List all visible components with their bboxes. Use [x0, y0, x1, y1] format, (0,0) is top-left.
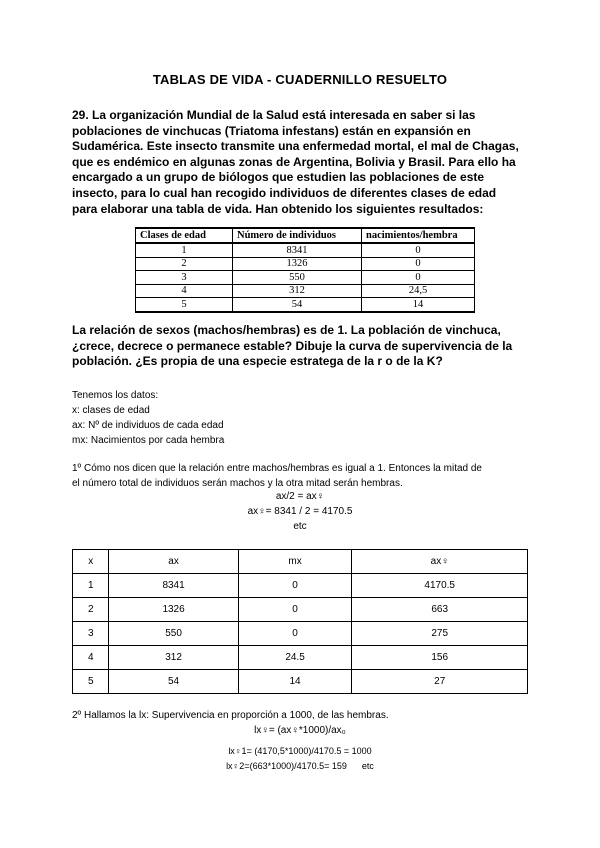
step-2-text: 2º Hallamos la lx: Supervivencia en proporción a 1000, de las hembras.: [72, 710, 389, 721]
question-line: población. ¿Es propia de una especie estratega de la r o de la K?: [72, 354, 443, 369]
table-row: [73, 622, 528, 646]
table-row: [136, 271, 475, 285]
legend-line: mx: Nacimientos por cada hembra: [72, 435, 225, 446]
calculation: lx♀1= (4170,5*1000)/4170.5 = 1000: [228, 746, 372, 756]
problem-line: para elaborar una tabla de vida. Han obtenido los siguientes resultados:: [72, 201, 484, 216]
table-cell: 550: [233, 271, 362, 285]
table-cell: 8341: [109, 574, 238, 598]
table-cell: 0: [362, 257, 475, 271]
column-header: Número de individuos: [233, 228, 362, 243]
table-cell: 1: [73, 574, 109, 598]
table-cell: 3: [136, 271, 233, 285]
table-row: [136, 243, 475, 257]
table-cell: 54: [233, 298, 362, 312]
table-row: [136, 298, 475, 312]
table-cell: 0: [238, 574, 352, 598]
table-cell: 156: [352, 646, 528, 670]
problem-line: poblaciones de vinchucas (Triatoma infestans) están en expansión en: [72, 123, 471, 138]
etc-note: etc: [293, 521, 307, 532]
table-row: [73, 574, 528, 598]
table-cell: 4: [73, 646, 109, 670]
formula: lx♀= (ax♀*1000)/ax₀: [254, 725, 346, 736]
table-cell: 1: [136, 243, 233, 257]
problem-line: 29. La organización Mundial de la Salud está interesada en saber si las: [72, 108, 476, 122]
table-header-row: [136, 228, 475, 243]
table-header-row: [73, 550, 528, 574]
table-cell: 0: [238, 622, 352, 646]
table-cell: 663: [352, 598, 528, 622]
table-cell: 0: [362, 271, 475, 285]
page-title: TABLAS DE VIDA - CUADERNILLO RESUELTO: [152, 72, 448, 87]
step-line: el número total de individuos serán machos y la otra mitad serán hembras.: [72, 478, 403, 489]
table-cell: 1326: [233, 257, 362, 271]
column-header: ax♀: [352, 550, 528, 574]
table-cell: 3: [73, 622, 109, 646]
table-cell: 8341: [233, 243, 362, 257]
table-row: [136, 257, 475, 271]
table-cell: 5: [73, 670, 109, 694]
table-cell: 2: [73, 598, 109, 622]
column-header: Clases de edad: [136, 228, 233, 243]
table-cell: 24.5: [238, 646, 352, 670]
column-header: nacimientos/hembra: [362, 228, 475, 243]
table-cell: 550: [109, 622, 238, 646]
table-cell: 312: [233, 284, 362, 298]
question-line: ¿crece, decrece o permanece estable? Dibuje la curva de supervivencia de la: [72, 338, 513, 353]
legend-line: Tenemos los datos:: [72, 390, 159, 401]
formula: ax/2 = ax♀: [275, 491, 325, 502]
table-cell: 1326: [109, 598, 238, 622]
column-header: ax: [109, 550, 238, 574]
question: [72, 323, 532, 370]
step-line: 1º Cómo nos dicen que la relación entre machos/hembras es igual a 1. Entonces la mitad de: [72, 463, 482, 474]
table-cell: 27: [352, 670, 528, 694]
table-cell: 14: [362, 298, 475, 312]
calculation: lx♀2=(663*1000)/4170.5= 159 etc: [226, 761, 374, 771]
table-row: [73, 670, 528, 694]
column-header: mx: [238, 550, 352, 574]
formula: ax♀= 8341 / 2 = 4170.5: [247, 506, 353, 517]
table-cell: 312: [109, 646, 238, 670]
legend-line: ax: Nº de individuos de cada edad: [72, 420, 224, 431]
table-cell: 275: [352, 622, 528, 646]
table-cell: 4: [136, 284, 233, 298]
table-cell: 24,5: [362, 284, 475, 298]
step-1-text: [72, 461, 532, 491]
problem-line: insecto, para lo cual han recogido individuos de diferentes clases de edad: [72, 185, 497, 200]
problem-statement: [72, 108, 532, 217]
table-cell: 0: [362, 243, 475, 257]
life-table-data: [135, 227, 475, 313]
question-line: La relación de sexos (machos/hembras) es de 1. La población de vinchuca,: [72, 323, 501, 337]
table-cell: 14: [238, 670, 352, 694]
table-cell: 4170.5: [352, 574, 528, 598]
table-row: [73, 646, 528, 670]
problem-line: Sudamérica. Este insecto transmite una enfermedad mortal, el mal de Chagas,: [72, 139, 519, 154]
problem-line: que es endémico en algunas zonas de Argentina, Bolivia y Brasil. Para ello ha: [72, 154, 516, 169]
table-cell: 54: [109, 670, 238, 694]
data-legend: [72, 388, 224, 448]
table-cell: 2: [136, 257, 233, 271]
table-cell: 0: [238, 598, 352, 622]
legend-line: x: clases de edad: [72, 405, 150, 416]
problem-line: encargado a un grupo de biólogos que estudien las poblaciones de este: [72, 170, 485, 185]
column-header: x: [73, 550, 109, 574]
female-table: [72, 549, 528, 694]
table-cell: 5: [136, 298, 233, 312]
table-row: [73, 598, 528, 622]
table-row: [136, 284, 475, 298]
